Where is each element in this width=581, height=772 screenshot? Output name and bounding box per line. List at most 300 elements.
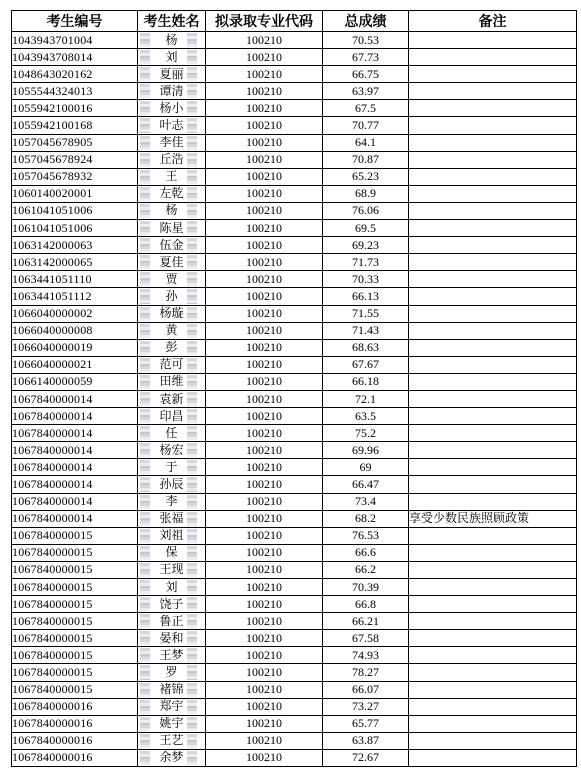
privacy-mosaic — [140, 101, 150, 115]
total-score-cell: 66.47 — [323, 476, 409, 493]
remarks-cell — [409, 732, 577, 749]
header-candidate-name: 考生姓名 — [138, 11, 206, 32]
candidate-name-text: 刘 — [165, 49, 178, 64]
candidate-id-cell: 1067840000016 — [12, 698, 138, 715]
table-row — [12, 305, 577, 322]
privacy-mosaic — [187, 33, 197, 47]
remarks-cell — [409, 579, 577, 596]
table-row — [12, 237, 577, 254]
candidate-id-cell: 1057045678905 — [12, 134, 138, 151]
remarks-cell — [409, 117, 577, 134]
candidate-name-text: 晏和 — [159, 630, 184, 645]
candidate-name-cell — [138, 698, 206, 715]
privacy-mosaic — [187, 477, 197, 491]
privacy-mosaic — [140, 170, 150, 184]
privacy-mosaic — [187, 272, 197, 286]
total-score-cell: 64.1 — [323, 134, 409, 151]
remarks-cell — [409, 220, 577, 237]
candidate-name-cell — [138, 305, 206, 322]
candidate-name-text: 姚宇 — [159, 716, 184, 731]
candidate-name-cell — [138, 134, 206, 151]
privacy-mosaic — [140, 307, 150, 321]
table-row — [12, 168, 577, 185]
candidate-name-cell — [138, 237, 206, 254]
privacy-mosaic — [187, 204, 197, 218]
candidate-name-text: 杨 — [165, 203, 178, 218]
candidate-name-cell — [138, 220, 206, 237]
table-row — [12, 134, 577, 151]
major-code-cell: 100210 — [206, 32, 323, 49]
candidate-name-cell — [138, 493, 206, 510]
privacy-mosaic — [187, 546, 197, 560]
major-code-cell: 100210 — [206, 237, 323, 254]
total-score-cell: 67.58 — [323, 630, 409, 647]
candidate-name-text: 杨宏 — [159, 442, 184, 457]
candidate-name-cell — [138, 83, 206, 100]
candidate-id-cell: 1067840000015 — [12, 613, 138, 630]
privacy-mosaic — [140, 118, 150, 132]
table-row — [12, 749, 577, 766]
total-score-cell: 66.21 — [323, 613, 409, 630]
candidate-name-text: 刘 — [165, 579, 178, 594]
total-score-cell: 70.77 — [323, 117, 409, 134]
privacy-mosaic — [140, 734, 150, 748]
table-row — [12, 681, 577, 698]
remarks-cell — [409, 66, 577, 83]
privacy-mosaic — [140, 358, 150, 372]
candidate-name-cell — [138, 476, 206, 493]
candidate-id-cell: 1063441051110 — [12, 271, 138, 288]
privacy-mosaic — [187, 665, 197, 679]
table-row — [12, 151, 577, 168]
candidate-name-cell — [138, 168, 206, 185]
privacy-mosaic — [140, 392, 150, 406]
remarks-cell — [409, 254, 577, 271]
major-code-cell: 100210 — [206, 66, 323, 83]
privacy-mosaic — [187, 375, 197, 389]
privacy-mosaic — [187, 614, 197, 628]
remarks-cell — [409, 596, 577, 613]
table-row — [12, 561, 577, 578]
candidate-id-cell: 1067840000015 — [12, 596, 138, 613]
candidate-name-cell — [138, 373, 206, 390]
candidate-id-cell: 1055942100168 — [12, 117, 138, 134]
privacy-mosaic — [140, 683, 150, 697]
privacy-mosaic — [187, 683, 197, 697]
table-row — [12, 715, 577, 732]
remarks-cell — [409, 49, 577, 66]
candidate-name-cell — [138, 408, 206, 425]
candidate-name-cell — [138, 254, 206, 271]
candidate-name-text: 饶子 — [159, 596, 184, 611]
candidate-name-text: 王 — [165, 169, 178, 184]
candidate-id-cell: 1055942100016 — [12, 100, 138, 117]
candidate-name-text: 贾 — [165, 271, 178, 286]
privacy-mosaic — [140, 495, 150, 509]
remarks-cell — [409, 698, 577, 715]
total-score-cell: 71.43 — [323, 322, 409, 339]
remarks-cell — [409, 630, 577, 647]
header-major-code: 拟录取专业代码 — [206, 11, 323, 32]
table-row — [12, 100, 577, 117]
privacy-mosaic — [187, 118, 197, 132]
privacy-mosaic — [140, 84, 150, 98]
major-code-cell: 100210 — [206, 49, 323, 66]
candidate-name-text: 印昌 — [159, 408, 184, 423]
total-score-cell: 70.53 — [323, 32, 409, 49]
candidate-id-cell: 1067840000015 — [12, 681, 138, 698]
major-code-cell: 100210 — [206, 579, 323, 596]
candidate-id-cell: 1067840000014 — [12, 493, 138, 510]
major-code-cell: 100210 — [206, 271, 323, 288]
candidate-id-cell: 1061041051006 — [12, 202, 138, 219]
candidate-id-cell: 1066040000008 — [12, 322, 138, 339]
remarks-cell — [409, 425, 577, 442]
header-candidate-id: 考生编号 — [12, 11, 138, 32]
candidate-name-text: 范可 — [159, 357, 184, 372]
candidate-id-cell: 1057045678924 — [12, 151, 138, 168]
major-code-cell: 100210 — [206, 510, 323, 527]
candidate-id-cell: 1067840000015 — [12, 647, 138, 664]
major-code-cell: 100210 — [206, 151, 323, 168]
remarks-cell — [409, 168, 577, 185]
major-code-cell: 100210 — [206, 749, 323, 766]
candidate-name-text: 余梦 — [159, 750, 184, 765]
privacy-mosaic — [187, 67, 197, 81]
candidate-name-text: 王艺 — [159, 733, 184, 748]
privacy-mosaic — [140, 238, 150, 252]
candidate-name-text: 李佳 — [159, 135, 184, 150]
candidate-name-cell — [138, 732, 206, 749]
candidate-name-cell — [138, 442, 206, 459]
table-row — [12, 630, 577, 647]
header-row — [12, 11, 577, 32]
remarks-cell — [409, 408, 577, 425]
candidate-name-text: 杨 — [165, 32, 178, 47]
table-row — [12, 202, 577, 219]
candidate-name-text: 陈星 — [159, 220, 184, 235]
remarks-cell — [409, 202, 577, 219]
total-score-cell: 73.4 — [323, 493, 409, 510]
candidate-id-cell: 1043943708014 — [12, 49, 138, 66]
table-row — [12, 356, 577, 373]
remarks-cell — [409, 356, 577, 373]
major-code-cell: 100210 — [206, 442, 323, 459]
candidate-name-cell — [138, 339, 206, 356]
candidate-name-text: 杨璇 — [159, 306, 184, 321]
total-score-cell: 66.18 — [323, 373, 409, 390]
privacy-mosaic — [140, 614, 150, 628]
candidate-name-cell — [138, 664, 206, 681]
remarks-cell — [409, 373, 577, 390]
total-score-cell: 70.33 — [323, 271, 409, 288]
table-row — [12, 732, 577, 749]
total-score-cell: 73.27 — [323, 698, 409, 715]
privacy-mosaic — [140, 665, 150, 679]
major-code-cell: 100210 — [206, 561, 323, 578]
candidate-name-cell — [138, 647, 206, 664]
privacy-mosaic — [140, 221, 150, 235]
remarks-cell — [409, 134, 577, 151]
privacy-mosaic — [140, 324, 150, 338]
candidate-name-cell — [138, 527, 206, 544]
privacy-mosaic — [140, 187, 150, 201]
remarks-cell — [409, 288, 577, 305]
table-row — [12, 510, 577, 527]
candidate-name-cell — [138, 596, 206, 613]
candidate-name-text: 谭清 — [159, 83, 184, 98]
table-body — [12, 32, 577, 767]
major-code-cell: 100210 — [206, 322, 323, 339]
table-row — [12, 220, 577, 237]
major-code-cell: 100210 — [206, 356, 323, 373]
major-code-cell: 100210 — [206, 664, 323, 681]
total-score-cell: 71.55 — [323, 305, 409, 322]
privacy-mosaic — [140, 512, 150, 526]
candidate-name-text: 夏佳 — [159, 254, 184, 269]
privacy-mosaic — [140, 255, 150, 269]
remarks-cell — [409, 151, 577, 168]
total-score-cell: 63.87 — [323, 732, 409, 749]
total-score-cell: 74.93 — [323, 647, 409, 664]
candidate-id-cell: 1067840000015 — [12, 630, 138, 647]
major-code-cell: 100210 — [206, 220, 323, 237]
candidate-name-text: 刘祖 — [159, 528, 184, 543]
total-score-cell: 67.73 — [323, 49, 409, 66]
remarks-cell — [409, 493, 577, 510]
candidate-name-cell — [138, 390, 206, 407]
major-code-cell: 100210 — [206, 613, 323, 630]
total-score-cell: 69.5 — [323, 220, 409, 237]
candidate-name-cell — [138, 579, 206, 596]
remarks-cell — [409, 83, 577, 100]
privacy-mosaic — [187, 700, 197, 714]
privacy-mosaic — [140, 426, 150, 440]
table-row — [12, 339, 577, 356]
candidate-name-text: 于 — [165, 459, 178, 474]
candidate-name-cell — [138, 66, 206, 83]
privacy-mosaic — [140, 67, 150, 81]
total-score-cell: 71.73 — [323, 254, 409, 271]
remarks-cell — [409, 527, 577, 544]
major-code-cell: 100210 — [206, 390, 323, 407]
candidate-id-cell: 1067840000014 — [12, 408, 138, 425]
candidate-id-cell: 1067840000015 — [12, 664, 138, 681]
major-code-cell: 100210 — [206, 596, 323, 613]
privacy-mosaic — [140, 597, 150, 611]
candidate-id-cell: 1067840000014 — [12, 476, 138, 493]
candidate-name-cell — [138, 459, 206, 476]
total-score-cell: 68.9 — [323, 185, 409, 202]
candidate-name-text: 杨小 — [159, 100, 184, 115]
total-score-cell: 66.8 — [323, 596, 409, 613]
major-code-cell: 100210 — [206, 698, 323, 715]
candidate-name-text: 叶志 — [159, 118, 184, 133]
privacy-mosaic — [140, 289, 150, 303]
privacy-mosaic — [187, 443, 197, 457]
total-score-cell: 66.2 — [323, 561, 409, 578]
remarks-cell — [409, 271, 577, 288]
candidate-id-cell: 1063142000063 — [12, 237, 138, 254]
candidate-name-text: 保 — [165, 545, 178, 560]
privacy-mosaic — [187, 153, 197, 167]
remarks-cell — [409, 664, 577, 681]
table-row — [12, 49, 577, 66]
table-row — [12, 185, 577, 202]
remarks-cell — [409, 476, 577, 493]
major-code-cell: 100210 — [206, 681, 323, 698]
candidate-id-cell: 1067840000015 — [12, 561, 138, 578]
privacy-mosaic — [140, 700, 150, 714]
candidate-id-cell: 1067840000015 — [12, 527, 138, 544]
privacy-mosaic — [187, 460, 197, 474]
privacy-mosaic — [187, 529, 197, 543]
candidate-name-text: 李 — [165, 494, 178, 509]
privacy-mosaic — [140, 50, 150, 64]
privacy-mosaic — [187, 358, 197, 372]
candidate-name-text: 张福 — [159, 511, 184, 526]
remarks-cell — [409, 647, 577, 664]
table-row — [12, 254, 577, 271]
major-code-cell: 100210 — [206, 544, 323, 561]
candidate-name-cell — [138, 151, 206, 168]
table-row — [12, 271, 577, 288]
header-remarks: 备注 — [409, 11, 577, 32]
candidate-id-cell: 1067840000014 — [12, 442, 138, 459]
candidate-id-cell: 1063441051112 — [12, 288, 138, 305]
remarks-cell — [409, 561, 577, 578]
candidate-name-cell — [138, 561, 206, 578]
total-score-cell: 69.23 — [323, 237, 409, 254]
candidate-name-cell — [138, 681, 206, 698]
major-code-cell: 100210 — [206, 117, 323, 134]
remarks-cell — [409, 185, 577, 202]
table-row — [12, 613, 577, 630]
total-score-cell: 67.67 — [323, 356, 409, 373]
candidate-name-cell — [138, 49, 206, 66]
table-row — [12, 476, 577, 493]
candidate-name-text: 田维 — [159, 374, 184, 389]
major-code-cell: 100210 — [206, 630, 323, 647]
major-code-cell: 100210 — [206, 288, 323, 305]
privacy-mosaic — [140, 546, 150, 560]
privacy-mosaic — [187, 187, 197, 201]
major-code-cell: 100210 — [206, 339, 323, 356]
admission-table — [11, 10, 577, 767]
major-code-cell: 100210 — [206, 732, 323, 749]
candidate-name-text: 丘浩 — [159, 152, 184, 167]
candidate-name-text: 褚锦 — [159, 682, 184, 697]
privacy-mosaic — [140, 375, 150, 389]
remarks-cell — [409, 544, 577, 561]
privacy-mosaic — [140, 477, 150, 491]
candidate-name-text: 王现 — [159, 562, 184, 577]
candidate-name-text: 黄 — [165, 323, 178, 338]
candidate-id-cell: 1067840000014 — [12, 390, 138, 407]
candidate-name-cell — [138, 544, 206, 561]
candidate-name-cell — [138, 510, 206, 527]
candidate-name-text: 夏丽 — [159, 66, 184, 81]
privacy-mosaic — [187, 631, 197, 645]
privacy-mosaic — [187, 495, 197, 509]
privacy-mosaic — [140, 136, 150, 150]
candidate-id-cell: 1057045678932 — [12, 168, 138, 185]
total-score-cell: 68.63 — [323, 339, 409, 356]
major-code-cell: 100210 — [206, 459, 323, 476]
major-code-cell: 100210 — [206, 527, 323, 544]
total-score-cell: 72.1 — [323, 390, 409, 407]
candidate-name-text: 罗 — [165, 665, 178, 680]
privacy-mosaic — [140, 443, 150, 457]
table-row — [12, 117, 577, 134]
table-row — [12, 66, 577, 83]
remarks-cell — [409, 100, 577, 117]
major-code-cell: 100210 — [206, 373, 323, 390]
candidate-name-text: 王梦 — [159, 647, 184, 662]
privacy-mosaic — [187, 717, 197, 731]
privacy-mosaic — [187, 50, 197, 64]
candidate-id-cell: 1055544324013 — [12, 83, 138, 100]
candidate-name-cell — [138, 425, 206, 442]
privacy-mosaic — [187, 341, 197, 355]
major-code-cell: 100210 — [206, 425, 323, 442]
privacy-mosaic — [187, 307, 197, 321]
table-row — [12, 596, 577, 613]
total-score-cell: 66.6 — [323, 544, 409, 561]
table-row — [12, 459, 577, 476]
candidate-id-cell: 1063142000065 — [12, 254, 138, 271]
privacy-mosaic — [140, 529, 150, 543]
header-total-score: 总成绩 — [323, 11, 409, 32]
total-score-cell: 68.2 — [323, 510, 409, 527]
major-code-cell: 100210 — [206, 168, 323, 185]
candidate-id-cell: 1067840000016 — [12, 715, 138, 732]
candidate-name-cell — [138, 322, 206, 339]
candidate-id-cell: 1067840000014 — [12, 510, 138, 527]
candidate-id-cell: 1067840000016 — [12, 749, 138, 766]
remarks-cell — [409, 339, 577, 356]
remarks-cell — [409, 322, 577, 339]
candidate-name-cell — [138, 630, 206, 647]
privacy-mosaic — [187, 426, 197, 440]
privacy-mosaic — [140, 717, 150, 731]
table-row — [12, 390, 577, 407]
table-row — [12, 544, 577, 561]
candidate-name-cell — [138, 100, 206, 117]
total-score-cell: 69.96 — [323, 442, 409, 459]
total-score-cell: 76.06 — [323, 202, 409, 219]
candidate-name-cell — [138, 117, 206, 134]
candidate-id-cell: 1060140020001 — [12, 185, 138, 202]
candidate-name-cell — [138, 185, 206, 202]
privacy-mosaic — [140, 33, 150, 47]
table-row — [12, 83, 577, 100]
privacy-mosaic — [187, 289, 197, 303]
major-code-cell: 100210 — [206, 185, 323, 202]
table-row — [12, 32, 577, 49]
candidate-name-cell — [138, 356, 206, 373]
table-row — [12, 647, 577, 664]
major-code-cell: 100210 — [206, 202, 323, 219]
table-row — [12, 408, 577, 425]
candidate-name-cell — [138, 613, 206, 630]
privacy-mosaic — [140, 751, 150, 765]
total-score-cell: 78.27 — [323, 664, 409, 681]
privacy-mosaic — [187, 563, 197, 577]
major-code-cell: 100210 — [206, 408, 323, 425]
major-code-cell: 100210 — [206, 134, 323, 151]
privacy-mosaic — [140, 341, 150, 355]
